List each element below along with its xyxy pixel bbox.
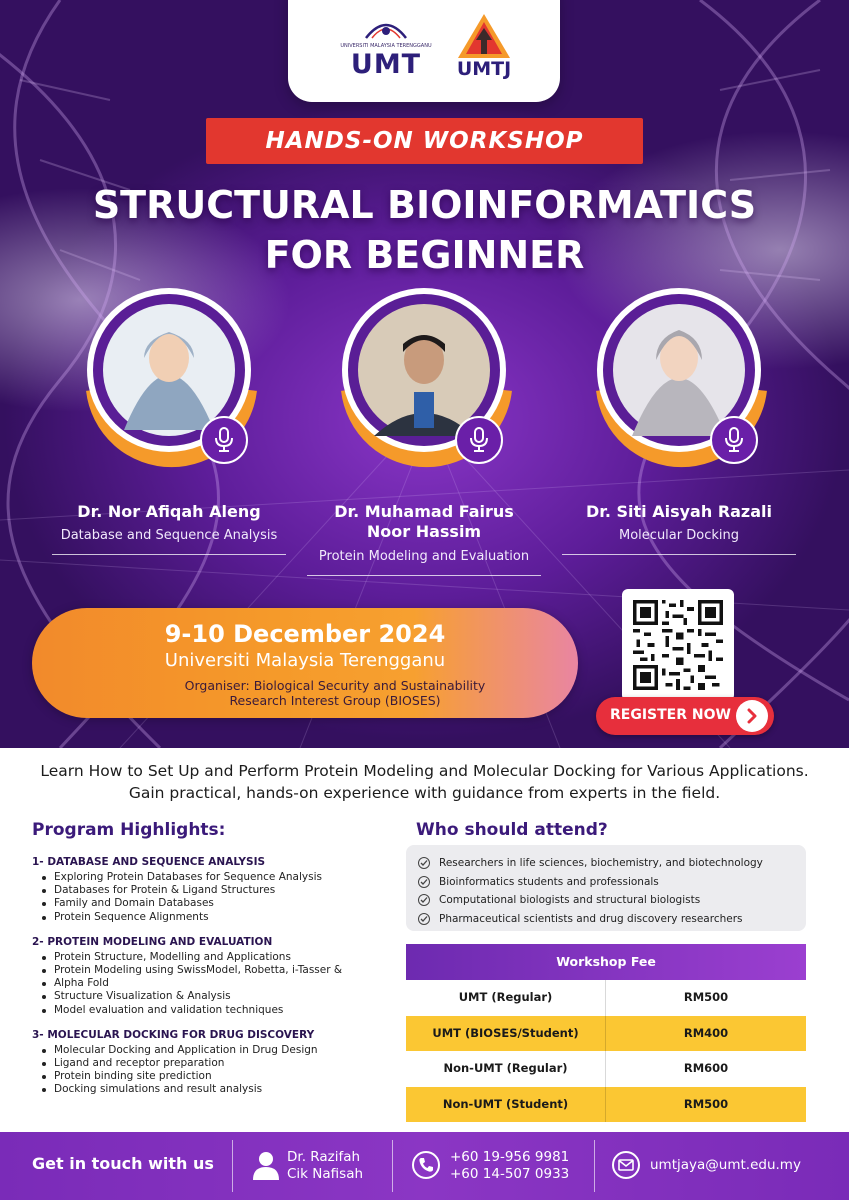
title-line-1: STRUCTURAL BIOINFORMATICS (92, 183, 757, 227)
event-details (32, 608, 578, 718)
program-highlights (32, 856, 392, 1109)
logo-card (288, 0, 560, 102)
audience-text: Computational biologists and structural biologists (439, 894, 701, 907)
divider (52, 554, 286, 555)
list-item-continued: Alpha Fold (54, 977, 392, 990)
check-circle-icon (418, 913, 430, 925)
fee-price: RM400 (683, 1025, 729, 1040)
list-item: Structure Visualization & Analysis (54, 990, 392, 1003)
section-heading: 2- PROTEIN MODELING AND EVALUATION (32, 935, 273, 948)
person-icon (250, 1149, 282, 1181)
section-heading: 3- MOLECULAR DOCKING FOR DRUG DISCOVERY (32, 1028, 315, 1041)
audience-text: Pharmaceutical scientists and drug discovery researchers (439, 912, 743, 925)
divider (307, 575, 541, 576)
speaker-name-line-2: Noor Hassim (366, 522, 482, 541)
check-circle-icon (418, 876, 430, 888)
fee-category: Non-UMT (Student) (406, 1087, 606, 1123)
audience-list (406, 845, 806, 931)
microphone-icon (455, 416, 503, 464)
event-venue: Universiti Malaysia Terengganu (164, 650, 446, 671)
speaker-name: Dr. Siti Aisyah Razali (585, 502, 773, 521)
email-address[interactable]: umtjaya@umt.edu.my (650, 1157, 801, 1173)
divider (594, 1140, 595, 1192)
phone-numbers (450, 1149, 569, 1183)
section-heading: 1- DATABASE AND SEQUENCE ANALYSIS (32, 856, 266, 868)
audience-text: Bioinformatics students and professionals (439, 875, 659, 888)
list-item: Protein Modeling using SwissModel, Robetta, i-Tasser & (54, 964, 392, 977)
program-section-2 (32, 936, 392, 1017)
check-circle-icon (418, 894, 430, 906)
divider (232, 1140, 233, 1192)
email-icon (610, 1149, 642, 1181)
list-item: Protein binding site prediction (54, 1070, 392, 1083)
speaker-name-line-1: Dr. Muhamad Fairus (334, 502, 514, 521)
list-item (418, 891, 806, 910)
list-item (418, 910, 806, 929)
registration-qr-code[interactable] (622, 589, 734, 701)
list-item: Ligand and receptor preparation (54, 1057, 392, 1070)
list-item: Protein Structure, Modelling and Applications (54, 951, 392, 964)
list-item: Molecular Docking and Application in Drug Design (54, 1044, 392, 1057)
organiser-line-2: Research Interest Group (BIOSES) (229, 693, 441, 708)
check-circle-icon (418, 857, 430, 869)
speaker-name: Dr. Nor Afiqah Aleng (77, 502, 261, 521)
contact-name-1: Dr. Razifah (287, 1149, 361, 1165)
speaker-topic: Protein Modeling and Evaluation (318, 549, 530, 564)
who-should-attend-heading: Who should attend? (416, 820, 608, 840)
event-dates: 9-10 December 2024 (164, 620, 446, 648)
microphone-icon (710, 416, 758, 464)
intro-text (0, 760, 849, 804)
organiser-line-1: Organiser: Biological Security and Sustainability (184, 678, 486, 693)
speaker-topic: Molecular Docking (619, 528, 739, 543)
fee-category: UMT (BIOSES/Student) (406, 1016, 606, 1052)
divider (562, 554, 796, 555)
event-organiser (152, 678, 518, 708)
phone-number-1[interactable]: +60 19-956 9981 (450, 1149, 570, 1165)
speaker-card-1 (44, 280, 294, 580)
audience-text: Researchers in life sciences, biochemistry, and biotechnology (439, 857, 763, 870)
speaker-name (299, 502, 549, 542)
list-item: Docking simulations and result analysis (54, 1083, 392, 1096)
list-item (418, 873, 806, 892)
table-row (406, 1087, 806, 1123)
phone-number-2[interactable]: +60 14-507 0933 (450, 1166, 570, 1182)
fee-category: Non-UMT (Regular) (406, 1051, 606, 1087)
fee-price: RM600 (683, 1061, 729, 1075)
fee-price: RM500 (683, 990, 729, 1004)
table-row (406, 980, 806, 1016)
fee-table-header: Workshop Fee (406, 944, 806, 980)
table-row (406, 1051, 806, 1087)
umt-crest-icon (364, 16, 408, 42)
list-item: Databases for Protein & Ligand Structures (54, 884, 392, 897)
program-highlights-heading: Program Highlights: (32, 820, 226, 840)
umtj-wordmark: UMTJ (456, 58, 512, 80)
umt-subtitle: UNIVERSITI MALAYSIA TERENGGANU (340, 43, 432, 49)
microphone-icon (200, 416, 248, 464)
intro-line-2: Gain practical, hands-on experience with guidance from experts in the field. (128, 784, 721, 802)
speaker-card-2 (299, 280, 549, 580)
umt-wordmark: UMT (350, 49, 422, 80)
umtj-logo (448, 14, 520, 80)
register-label: REGISTER NOW (610, 707, 731, 723)
list-item: Family and Domain Databases (54, 897, 392, 910)
divider (392, 1140, 393, 1192)
qr-code-icon (633, 600, 723, 690)
footer-title: Get in touch with us (32, 1154, 214, 1173)
contact-names (287, 1149, 363, 1183)
table-row (406, 1016, 806, 1052)
list-item: Exploring Protein Databases for Sequence Analysis (54, 871, 392, 884)
register-now-button[interactable] (596, 697, 774, 735)
fee-category: UMT (Regular) (406, 980, 606, 1016)
fee-price: RM500 (683, 1096, 729, 1111)
list-item (418, 854, 806, 873)
list-item: Model evaluation and validation techniques (54, 1004, 392, 1017)
intro-line-1: Learn How to Set Up and Perform Protein Modeling and Molecular Docking for Various Applications. (40, 762, 809, 780)
phone-icon (410, 1149, 442, 1181)
speaker-card-3 (554, 280, 804, 580)
contact-name-2: Cik Nafisah (287, 1166, 364, 1182)
chevron-right-icon (736, 700, 768, 732)
title-line-2: FOR BEGINNER (264, 233, 585, 277)
workshop-banner: HANDS-ON WORKSHOP (206, 118, 643, 164)
contact-footer (0, 1132, 849, 1200)
workshop-fee-table (406, 944, 806, 1122)
page-title (0, 180, 849, 280)
speaker-topic: Database and Sequence Analysis (60, 528, 278, 543)
program-section-1 (32, 856, 392, 924)
program-section-3 (32, 1029, 392, 1097)
umt-logo (336, 16, 436, 80)
umtj-emblem-icon (458, 14, 510, 58)
list-item: Protein Sequence Alignments (54, 911, 392, 924)
